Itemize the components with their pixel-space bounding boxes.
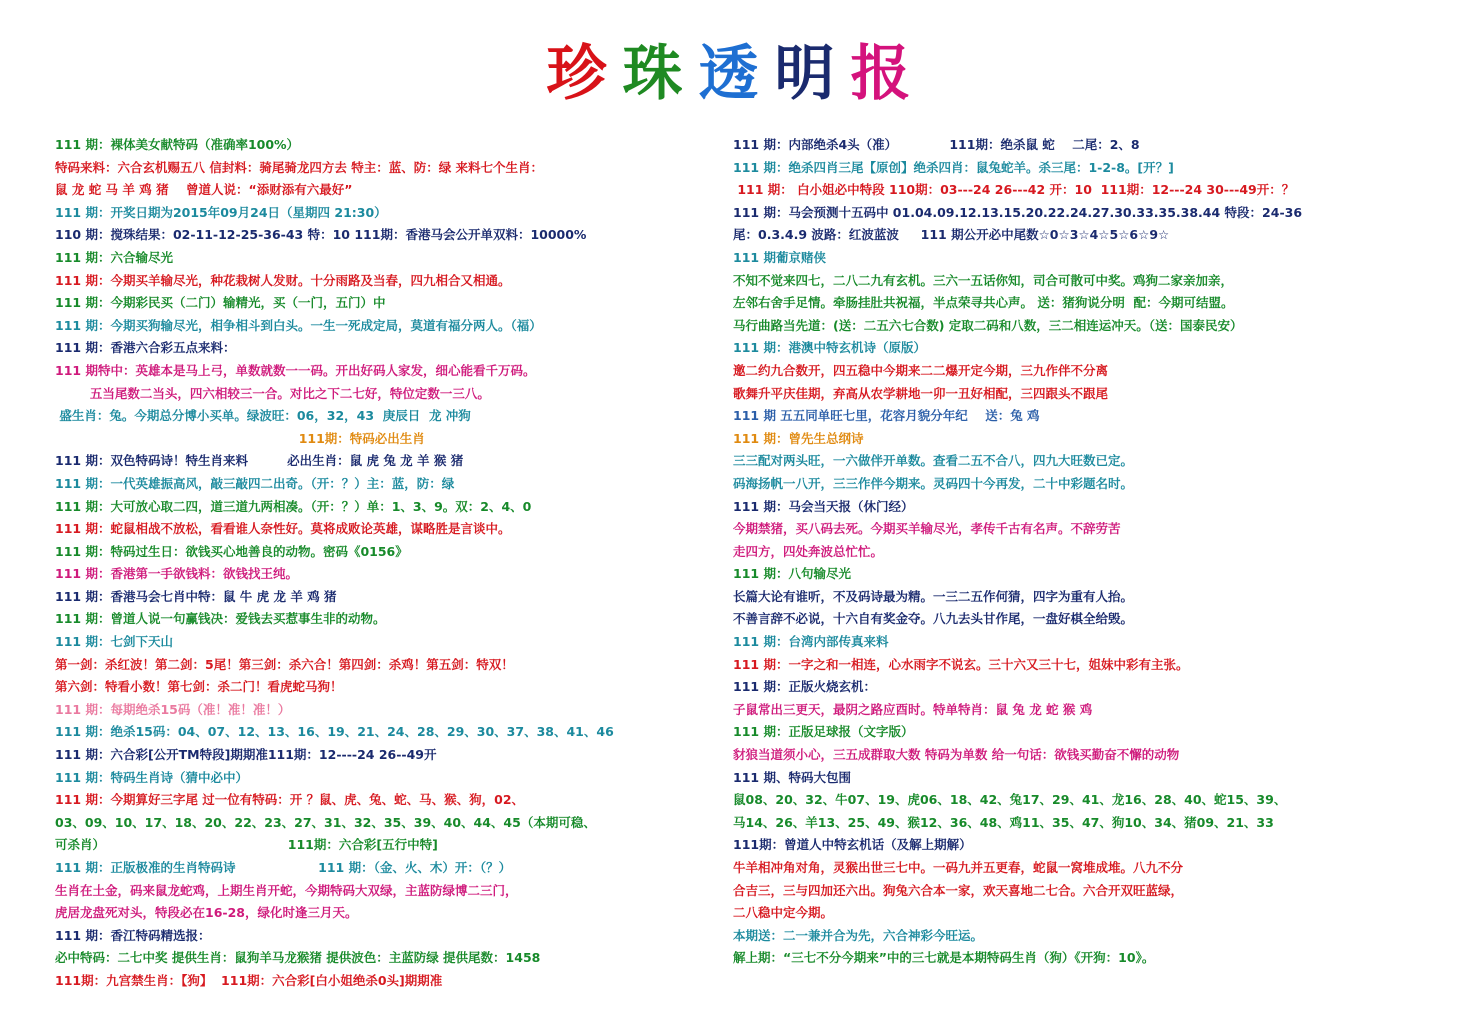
text-line: 长篇大论有谁听，不及码诗最为精。一三二五作何猜，四字为重有人抬。 <box>733 588 1134 604</box>
text-line: 111 期：特码生肖诗（猜中必中） <box>55 769 248 785</box>
text-line: 111期：特码必出生肖 <box>55 430 425 446</box>
text-line: 不善言辞不必说，十六自有奖金夺。八九去头甘作尾，一盘好棋全给毁。 <box>733 611 1134 627</box>
text-line: 111 期：特码过生日：欲钱买心地善良的动物。密码《0156》 <box>55 543 408 559</box>
text-line: 111 期 五五同单旺七里，花容月貌分年纪 送：兔 鸡 <box>733 408 1040 424</box>
text-line: 111 期：香港第一手欲钱料：欲钱找王纯。 <box>55 566 298 582</box>
title-char: 珍 <box>546 39 607 109</box>
title-char: 透 <box>698 39 759 109</box>
text-line: 三三配对两头旺，一六做伴开单数。查看二五不合八，四九大旺数已定。 <box>733 453 1134 469</box>
text-line: 五当尾数二当头，四六相较三一合。对比之下二七好，特位定数一三八。 <box>55 385 490 401</box>
text-line: 111 期：港澳中特玄机诗（原版） <box>733 340 926 356</box>
text-line: 邀二约九合数开，四五稳中今期来二二爆开定今期，三九作伴不分离 <box>733 362 1109 378</box>
text-line: 码海扬帆一八开，三三作伴今期来。灵码四十今再发，二十中彩题名时。 <box>733 475 1134 491</box>
text-line: 111 期：今期彩民买（二门）输精光，买（一门，五门）中 <box>55 295 386 311</box>
text-line: 尾：0.3.4.9 波路：红波蓝波 111 期公开必中尾数☆0☆3☆4☆5☆6☆9☆ <box>733 227 1170 243</box>
text-line: 111 期：六合彩[公开TM特段]期期准111期：12----24 26--49开 <box>55 747 437 763</box>
text-line: 111 期：正版火烧玄机： <box>733 679 876 695</box>
text-line: 03、09、10、17、18、20、22、23、27、31、32、35、39、40、44、45（本期可稳、 <box>55 814 596 830</box>
text-line: 111 期：内部绝杀4头（准） 111期：绝杀鼠 蛇 二尾：2、8 <box>733 137 1140 152</box>
text-line: 111 期：一代英雄振高风，敲三敲四二出奇。（开：？）主：蓝，防：绿 <box>55 475 455 491</box>
text-line: 鼠 龙 蛇 马 羊 鸡 猪 曾道人说：“添财添有六最好” <box>55 182 353 198</box>
text-line: 111 期：七剑下天山 <box>55 634 173 650</box>
text-line: 盛生肖：兔。今期总分博小买单。绿波旺：06，32，43 庚辰日 龙 冲狗 <box>55 408 471 424</box>
text-line: 特码来料：六合玄机赐五八 信封料：骑尾骑龙四方去 特主：蓝、防：绿 来料七个生肖： <box>55 159 544 175</box>
text-line: 虎居龙盘死对头，特段必在16-28，绿化时逢三月天。 <box>55 905 358 921</box>
text-line: 鼠08、20、32、牛07、19、虎06、18、42、兔17、29、41、龙16、28、40、蛇15、39、 <box>733 792 1287 808</box>
text-line: 111 期：今期算好三字尾 过一位有特码：开 ？鼠、虎、兔、蛇、马、猴、狗，02、 <box>55 792 525 808</box>
title-char: 珠 <box>622 39 683 109</box>
title-char: 明 <box>774 39 835 109</box>
text-line: 111 期：香港六合彩五点来料： <box>55 340 236 356</box>
text-line: 本期送：二一兼并合为先，六合神彩今旺运。 <box>733 927 984 943</box>
text-line: 牛羊相冲角对角，灵猴出世三七中。一码九并五更春，蛇鼠一窝堆成堆。八九不分 <box>733 860 1184 875</box>
text-line: 110 期：搅珠结果：02-11-12-25-36-43 特：10 111期：香港马会公开单双料：10000% <box>55 227 587 243</box>
text-line: 合吉三，三与四加还六出。狗兔六合本一家，欢天喜地二七合。六合开双旺蓝绿， <box>733 882 1184 898</box>
text-line: 马14、26、羊13、25、49、猴12、36、48、鸡11、35、47、狗10、34、猪09、21、33 <box>733 814 1274 830</box>
left-column <box>55 134 695 993</box>
text-line: 不知不觉来四七，二八二九有玄机。三六一五话你知，司合可散可中奖。鸡狗二家亲加亲， <box>733 272 1234 288</box>
text-line: 歌舞升平庆佳期，弃高从农学耕地一卯一丑好相配，三四跟头不跟尾 <box>733 385 1109 401</box>
text-line: 111 期：裸体美女献特码（准确率100%） <box>55 137 300 152</box>
text-line: 必中特码：二七中奖 提供生肖：鼠狗羊马龙猴猪 提供波色：主蓝防绿 提供尾数：1458 <box>55 950 541 966</box>
title-char: 报 <box>850 39 911 109</box>
right-column <box>733 134 1413 970</box>
text-line: 111 期：马会预测十五码中 01.04.09.12.13.15.20.22.24.27.30.33.35.38.44 特段：24-36 <box>733 204 1303 220</box>
text-line: 111 期：曾先生总纲诗 <box>733 430 864 446</box>
text-line: 第六剑：特看小数！第七剑：杀二门！看虎蛇马狗！ <box>55 679 343 695</box>
text-line: 111期：九宫禁生肖：【狗】 111期：六合彩[白小姐绝杀0头]期期准 <box>55 972 443 988</box>
text-line: 111 期：双色特码诗！特生肖来料 必出生肖：鼠 虎 兔 龙 羊 猴 猪 <box>55 453 464 469</box>
text-line: 111 期：蛇鼠相战不放松，看看谁人奈性好。莫将成败论英雄，谋略胜是言谈中。 <box>55 521 511 537</box>
text-line: 111 期：香江特码精选报： <box>55 927 211 943</box>
text-line: 111 期：每期绝杀15码（准！准！准！） <box>55 701 291 717</box>
text-line: 111 期：绝杀15码：04、07、12、13、16、19、21、24、28、29、30、37、38、41、46 <box>55 724 614 740</box>
text-line: 111 期特中：英雄本是马上弓，单数就数一一码。开出好码人家发，细心能看千万码。 <box>55 362 536 378</box>
text-line: 111 期：马会当天报（休门经） <box>733 498 914 514</box>
text-line: 解上期：“三七不分今期来”中的三七就是本期特码生肖（狗）《开狗：10》。 <box>733 950 1155 966</box>
text-line: 左邻右舍手足情。牵肠挂肚共祝福，半点荣寻共心声。 送：猪狗说分明 配：今期可结盟。 <box>733 295 1234 311</box>
text-line: 111期：曾道人中特玄机话（及解上期解） <box>733 837 972 853</box>
text-line: 111 期葡京赌侠 <box>733 249 826 265</box>
text-line: 111 期：今期买狗输尽光，相争相斗到白头。一生一死成定局，莫道有福分两人。（福） <box>55 317 542 333</box>
text-line: 二八稳中定今期。 <box>733 905 834 921</box>
text-line: 111 期：台湾内部传真来料 <box>733 634 889 650</box>
text-line: 111 期：正版极准的生肖特码诗 111 期：（金、火、木）开：（？） <box>55 860 512 875</box>
text-line: 111 期：大可放心取二四，道三道九两相凑。（开：？）单：1、3、9。双：2、4、0 <box>55 498 532 514</box>
text-line: 111 期：曾道人说一句赢钱决：爱钱去买惹事生非的动物。 <box>55 611 386 627</box>
text-line: 111 期：八句输尽光 <box>733 566 851 582</box>
newspaper-title <box>0 34 1457 114</box>
text-line: 111 期、特码大包围 <box>733 769 851 785</box>
text-line: 可杀肖） 111期：六合彩[五行中特] <box>55 837 438 853</box>
text-line: 今期禁猪，买八码去死。今期买羊输尽光，孝传千古有名声。不辞劳苦 <box>733 521 1121 537</box>
text-line: 111 期：六合输尽光 <box>55 249 173 265</box>
text-line: 生肖在土金，码来鼠龙蛇鸡，上期生肖开蛇，今期特码大双绿，主蓝防绿博二三门， <box>55 882 518 898</box>
text-line: 111 期：正版足球报（文字版） <box>733 724 914 740</box>
text-line: 第一剑：杀红波！第二剑：5尾！第三剑：杀六合！第四剑：杀鸡！第五剑：特双！ <box>55 656 514 672</box>
text-line: 111 期： 白小姐必中特段 110期：03---24 26---42 开：10 111期：12---24 30---49开：？ <box>733 182 1295 198</box>
text-line: 马行曲路当先道：(送：二五六七合数) 定取二码和八数，三二相连运冲天。（送：国泰民安） <box>733 317 1243 333</box>
text-line: 豺狼当道须小心，三五成群取大数 特码为单数 给一句话：欲钱买勤奋不懈的动物 <box>733 747 1180 763</box>
text-line: 子鼠常出三更天，最阴之路应酉时。特单特肖：鼠 兔 龙 蛇 猴 鸡 <box>733 701 1093 717</box>
text-line: 111 期：今期买羊输尽光，种花栽树人发财。十分雨路及当春，四九相合又相通。 <box>55 272 511 288</box>
text-line: 走四方，四处奔波总忙忙。 <box>733 543 884 559</box>
text-line: 111 期：开奖日期为2015年09月24日（星期四 21:30） <box>55 204 387 220</box>
text-line: 111 期：香港马会七肖中特：鼠 牛 虎 龙 羊 鸡 猪 <box>55 588 337 604</box>
text-line: 111 期：一字之和一相连，心水雨字不说玄。三十六又三十七，姐妹中彩有主张。 <box>733 656 1189 672</box>
text-line: 111 期：绝杀四肖三尾【原创】绝杀四肖：鼠兔蛇羊。杀三尾：1-2-8。[开？] <box>733 159 1174 175</box>
